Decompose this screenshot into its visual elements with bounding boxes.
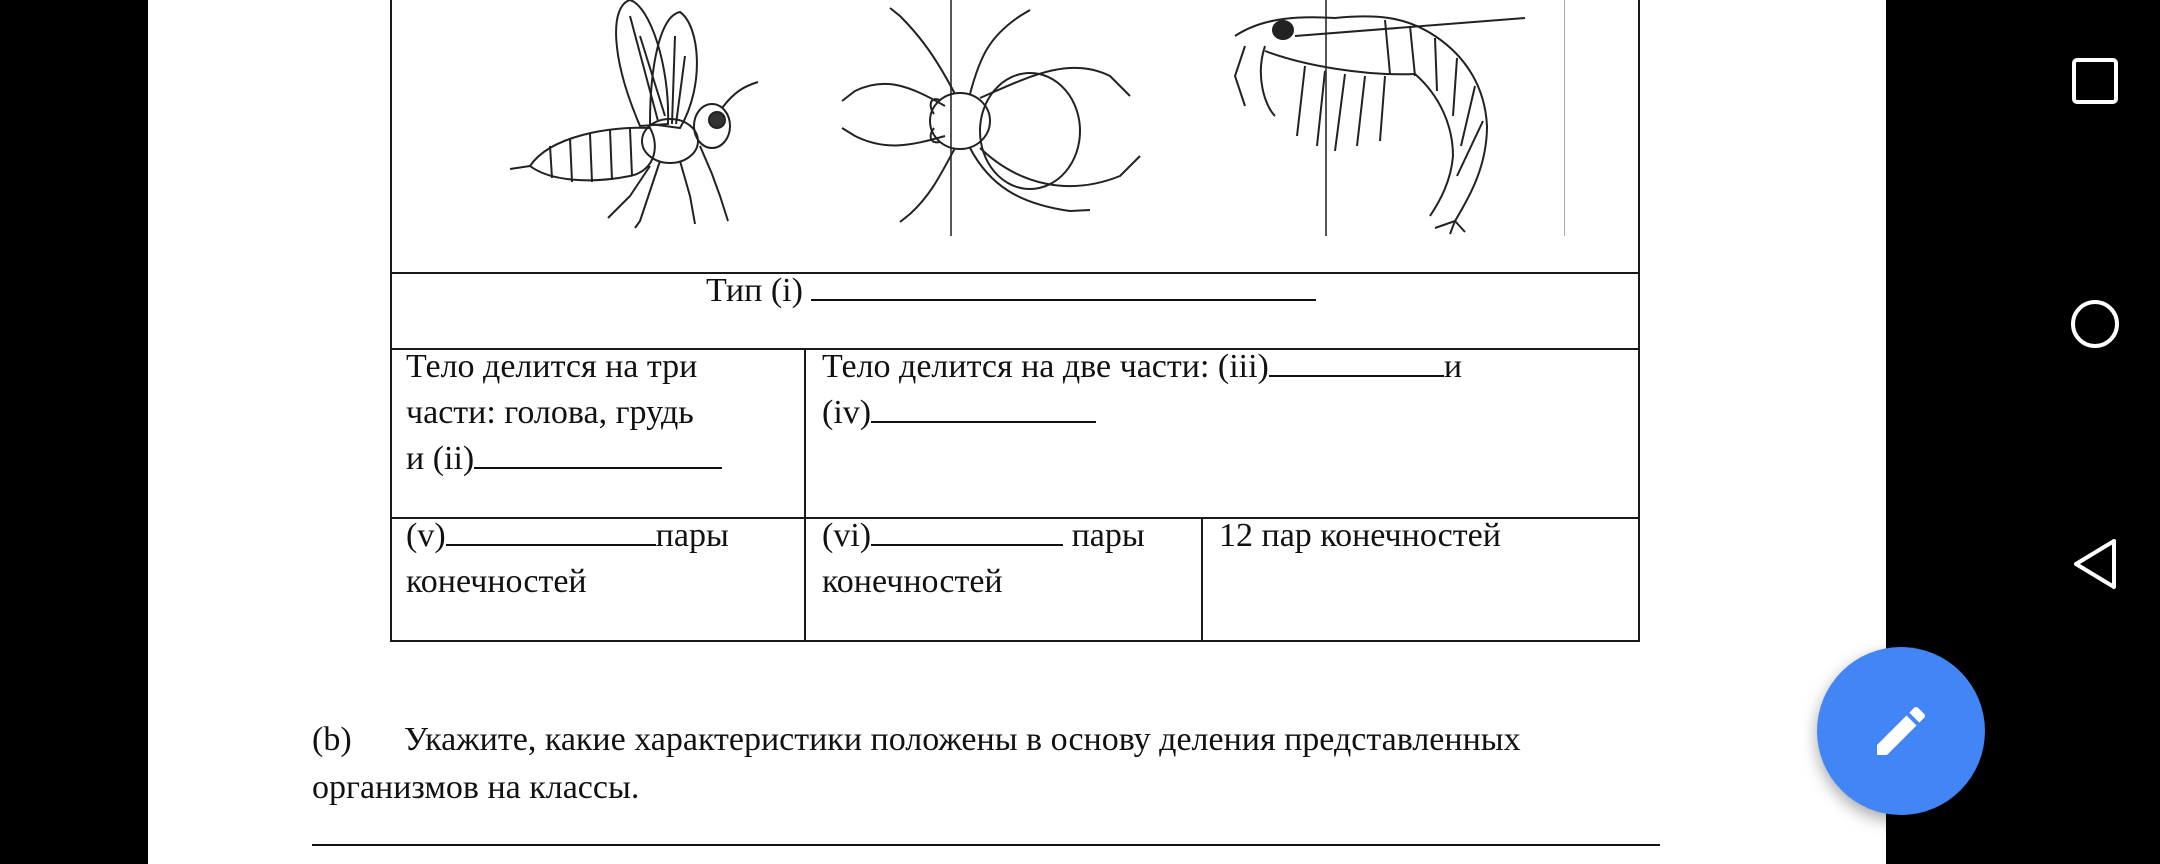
two-parts-line2 xyxy=(822,390,1622,436)
question-b xyxy=(312,716,1672,812)
classification-table xyxy=(390,0,1640,642)
limbs-shrimp-text: 12 пар конечностей xyxy=(1219,517,1501,554)
edit-fab-button[interactable] xyxy=(1817,647,1985,815)
limbs-spider-label: (vi) xyxy=(822,517,872,554)
limbs-insect-end: пары xyxy=(655,517,729,554)
limbs-shrimp-cell xyxy=(1219,513,1629,559)
phylum-blank[interactable] xyxy=(811,269,1316,301)
pencil-icon xyxy=(1869,699,1933,763)
blank-iii[interactable] xyxy=(1269,345,1444,377)
limbs-insect-line2: конечностей xyxy=(406,563,587,600)
blank-ii[interactable] xyxy=(474,437,722,469)
question-b-text: Укажите, какие характеристики положены в основу деления представленных xyxy=(404,721,1521,758)
three-parts-line3-label: и (ii) xyxy=(406,440,475,477)
blank-vi[interactable] xyxy=(871,514,1063,546)
circle-icon[interactable] xyxy=(2069,298,2121,350)
three-parts-cell xyxy=(406,344,796,482)
question-b-line2: организмов на классы. xyxy=(312,769,640,806)
three-parts-line1: Тело делится на три xyxy=(406,348,698,385)
limbs-insect-line1 xyxy=(406,513,796,559)
two-parts-line1-end: и xyxy=(1443,348,1463,385)
square-icon[interactable] xyxy=(2070,56,2120,106)
shrimp-drawing xyxy=(1225,0,1565,236)
two-parts-line1-start: Тело делится на две части: (iii) xyxy=(822,348,1269,385)
blank-v[interactable] xyxy=(446,514,656,546)
phylum-row-text xyxy=(706,268,1316,314)
triangle-back-icon[interactable] xyxy=(2070,537,2120,591)
two-parts-cell xyxy=(822,344,1622,436)
three-parts-line3 xyxy=(406,436,796,482)
limbs-spider-cell xyxy=(822,513,1192,605)
limbs-insect-cell xyxy=(406,513,796,605)
blank-iv[interactable] xyxy=(871,391,1096,423)
limbs-spider-line1 xyxy=(822,513,1192,559)
two-parts-line2-label: (iv) xyxy=(822,394,872,431)
answer-line[interactable] xyxy=(312,844,1660,846)
limbs-spider-line2: конечностей xyxy=(822,563,1003,600)
limbs-insect-label: (v) xyxy=(406,517,446,554)
question-b-label: (b) xyxy=(312,721,352,758)
document-page[interactable] xyxy=(148,0,1886,864)
limbs-spider-end: пары xyxy=(1071,517,1145,554)
question-b-line1 xyxy=(312,716,1672,764)
insect-drawing xyxy=(490,0,770,236)
two-parts-line1 xyxy=(822,344,1622,390)
phylum-label: Тип (i) xyxy=(706,272,803,309)
spider-drawing xyxy=(830,0,1170,236)
three-parts-line2: части: голова, грудь xyxy=(406,394,694,431)
